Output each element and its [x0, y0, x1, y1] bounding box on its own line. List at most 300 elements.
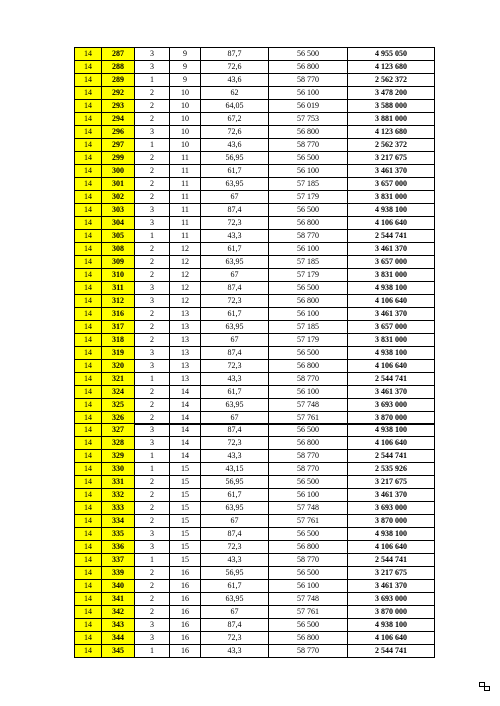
- floor-cell: 13: [170, 321, 201, 334]
- rooms-cell: 3: [135, 347, 170, 360]
- apartment-number-cell: 327: [102, 424, 135, 437]
- block-cell: 14: [75, 619, 102, 632]
- rooms-cell: 2: [135, 489, 170, 502]
- block-cell: 14: [75, 450, 102, 463]
- area-cell: 72,3: [201, 217, 269, 230]
- rooms-cell: 2: [135, 100, 170, 113]
- block-cell: 14: [75, 360, 102, 373]
- price-per-m2-cell: 56 500: [269, 48, 348, 61]
- block-cell: 14: [75, 295, 102, 308]
- area-cell: 67: [201, 191, 269, 204]
- total-price-cell: 2 544 741: [348, 645, 435, 658]
- price-per-m2-cell: 56 500: [269, 152, 348, 165]
- area-cell: 61,7: [201, 243, 269, 256]
- total-price-cell: 3 217 675: [348, 152, 435, 165]
- area-cell: 72,3: [201, 437, 269, 450]
- rooms-cell: 1: [135, 373, 170, 386]
- block-cell: 14: [75, 165, 102, 178]
- total-price-cell: 4 106 640: [348, 295, 435, 308]
- price-per-m2-cell: 57 179: [269, 191, 348, 204]
- price-per-m2-cell: 56 500: [269, 204, 348, 217]
- area-cell: 64,05: [201, 100, 269, 113]
- rooms-cell: 2: [135, 178, 170, 191]
- rooms-cell: 2: [135, 87, 170, 100]
- apartment-number-cell: 317: [102, 321, 135, 334]
- total-price-cell: 3 461 370: [348, 580, 435, 593]
- rooms-cell: 1: [135, 230, 170, 243]
- table-row: [75, 515, 435, 528]
- area-cell: 43,3: [201, 554, 269, 567]
- table-row: [75, 256, 435, 269]
- floor-cell: 10: [170, 126, 201, 139]
- block-cell: 14: [75, 204, 102, 217]
- table-row: [75, 463, 435, 476]
- price-per-m2-cell: 58 770: [269, 554, 348, 567]
- apartment-number-cell: 287: [102, 48, 135, 61]
- floor-cell: 13: [170, 334, 201, 347]
- table-row: [75, 61, 435, 74]
- apartment-number-cell: 320: [102, 360, 135, 373]
- area-cell: 43,3: [201, 373, 269, 386]
- floor-cell: 10: [170, 87, 201, 100]
- rooms-cell: 3: [135, 61, 170, 74]
- floor-cell: 16: [170, 580, 201, 593]
- total-price-cell: 2 562 372: [348, 74, 435, 87]
- area-cell: 67,2: [201, 113, 269, 126]
- floor-cell: 11: [170, 204, 201, 217]
- block-cell: 14: [75, 645, 102, 658]
- apartment-table-2: [74, 423, 435, 658]
- total-price-cell: 3 831 000: [348, 269, 435, 282]
- floor-cell: 11: [170, 178, 201, 191]
- rooms-cell: 3: [135, 541, 170, 554]
- block-cell: 14: [75, 463, 102, 476]
- area-cell: 67: [201, 269, 269, 282]
- table-row: [75, 450, 435, 463]
- total-price-cell: 4 106 640: [348, 437, 435, 450]
- block-cell: 14: [75, 632, 102, 645]
- rooms-cell: 3: [135, 204, 170, 217]
- floor-cell: 16: [170, 632, 201, 645]
- price-per-m2-cell: 58 770: [269, 463, 348, 476]
- table-row: [75, 126, 435, 139]
- total-price-cell: 3 657 000: [348, 321, 435, 334]
- floor-cell: 10: [170, 113, 201, 126]
- total-price-cell: 3 217 675: [348, 476, 435, 489]
- table-row: [75, 619, 435, 632]
- table-row: [75, 580, 435, 593]
- area-cell: 61,7: [201, 165, 269, 178]
- apartment-number-cell: 334: [102, 515, 135, 528]
- block-cell: 14: [75, 113, 102, 126]
- table-row: [75, 437, 435, 450]
- block-cell: 14: [75, 152, 102, 165]
- rooms-cell: 3: [135, 217, 170, 230]
- apartment-number-cell: 308: [102, 243, 135, 256]
- apartment-number-cell: 301: [102, 178, 135, 191]
- table-row: [75, 295, 435, 308]
- apartment-number-cell: 345: [102, 645, 135, 658]
- total-price-cell: 3 461 370: [348, 165, 435, 178]
- price-per-m2-cell: 56 100: [269, 308, 348, 321]
- floor-cell: 14: [170, 437, 201, 450]
- floor-cell: 15: [170, 528, 201, 541]
- apartment-number-cell: 294: [102, 113, 135, 126]
- rooms-cell: 2: [135, 399, 170, 412]
- area-cell: 67: [201, 606, 269, 619]
- total-price-cell: 3 870 000: [348, 412, 435, 425]
- block-cell: 14: [75, 243, 102, 256]
- apartment-number-cell: 321: [102, 373, 135, 386]
- block-cell: 14: [75, 74, 102, 87]
- price-per-m2-cell: 56 800: [269, 360, 348, 373]
- floor-cell: 14: [170, 399, 201, 412]
- total-price-cell: 3 693 000: [348, 593, 435, 606]
- area-cell: 67: [201, 334, 269, 347]
- area-cell: 67: [201, 515, 269, 528]
- block-cell: 14: [75, 606, 102, 619]
- floor-cell: 12: [170, 282, 201, 295]
- price-per-m2-cell: 56 500: [269, 347, 348, 360]
- price-per-m2-cell: 56 500: [269, 282, 348, 295]
- floor-cell: 15: [170, 515, 201, 528]
- table-row: [75, 528, 435, 541]
- price-per-m2-cell: 57 748: [269, 399, 348, 412]
- apartment-number-cell: 343: [102, 619, 135, 632]
- area-cell: 72,6: [201, 126, 269, 139]
- area-cell: 61,7: [201, 386, 269, 399]
- area-cell: 87,4: [201, 424, 269, 437]
- rooms-cell: 2: [135, 502, 170, 515]
- price-per-m2-cell: 57 753: [269, 113, 348, 126]
- rooms-cell: 2: [135, 476, 170, 489]
- total-price-cell: 3 657 000: [348, 178, 435, 191]
- floor-cell: 14: [170, 386, 201, 399]
- total-price-cell: 3 217 675: [348, 567, 435, 580]
- price-per-m2-cell: 56 100: [269, 386, 348, 399]
- table-row: [75, 554, 435, 567]
- price-per-m2-cell: 57 748: [269, 593, 348, 606]
- apartment-number-cell: 300: [102, 165, 135, 178]
- total-price-cell: 4 938 100: [348, 204, 435, 217]
- rooms-cell: 1: [135, 139, 170, 152]
- total-price-cell: 3 693 000: [348, 399, 435, 412]
- block-cell: 14: [75, 437, 102, 450]
- area-cell: 63,95: [201, 178, 269, 191]
- rooms-cell: 3: [135, 437, 170, 450]
- apartment-number-cell: 330: [102, 463, 135, 476]
- floor-cell: 16: [170, 593, 201, 606]
- table-row: [75, 308, 435, 321]
- block-cell: 14: [75, 139, 102, 152]
- total-price-cell: 3 461 370: [348, 489, 435, 502]
- apartment-number-cell: 328: [102, 437, 135, 450]
- price-per-m2-cell: 56 800: [269, 217, 348, 230]
- rooms-cell: 3: [135, 126, 170, 139]
- price-per-m2-cell: 56 100: [269, 489, 348, 502]
- apartment-number-cell: 336: [102, 541, 135, 554]
- price-per-m2-cell: 56 019: [269, 100, 348, 113]
- price-per-m2-cell: 56 800: [269, 126, 348, 139]
- floor-cell: 15: [170, 463, 201, 476]
- rooms-cell: 2: [135, 334, 170, 347]
- price-per-m2-cell: 56 500: [269, 528, 348, 541]
- apartment-number-cell: 339: [102, 567, 135, 580]
- price-per-m2-cell: 56 800: [269, 541, 348, 554]
- floor-cell: 16: [170, 567, 201, 580]
- price-per-m2-cell: 57 748: [269, 502, 348, 515]
- floor-cell: 14: [170, 424, 201, 437]
- table-row: [75, 269, 435, 282]
- floor-cell: 16: [170, 619, 201, 632]
- apartment-number-cell: 329: [102, 450, 135, 463]
- total-price-cell: 2 535 926: [348, 463, 435, 476]
- apartment-number-cell: 310: [102, 269, 135, 282]
- apartment-number-cell: 342: [102, 606, 135, 619]
- rooms-cell: 1: [135, 554, 170, 567]
- floor-cell: 13: [170, 373, 201, 386]
- apartment-number-cell: 293: [102, 100, 135, 113]
- price-per-m2-cell: 57 185: [269, 321, 348, 334]
- total-price-cell: 4 123 680: [348, 61, 435, 74]
- area-cell: 87,4: [201, 204, 269, 217]
- table-row: [75, 502, 435, 515]
- block-cell: 14: [75, 554, 102, 567]
- rooms-cell: 2: [135, 567, 170, 580]
- block-cell: 14: [75, 541, 102, 554]
- price-per-m2-cell: 56 500: [269, 567, 348, 580]
- floor-cell: 10: [170, 139, 201, 152]
- floor-cell: 14: [170, 412, 201, 425]
- block-cell: 14: [75, 528, 102, 541]
- apartment-number-cell: 288: [102, 61, 135, 74]
- block-cell: 14: [75, 48, 102, 61]
- rooms-cell: 3: [135, 48, 170, 61]
- price-per-m2-cell: 57 761: [269, 606, 348, 619]
- total-price-cell: 3 657 000: [348, 256, 435, 269]
- floor-cell: 15: [170, 476, 201, 489]
- floor-cell: 16: [170, 606, 201, 619]
- table-row: [75, 347, 435, 360]
- floor-cell: 9: [170, 48, 201, 61]
- block-cell: 14: [75, 567, 102, 580]
- block-cell: 14: [75, 424, 102, 437]
- area-cell: 43,6: [201, 74, 269, 87]
- block-cell: 14: [75, 61, 102, 74]
- floor-cell: 11: [170, 191, 201, 204]
- table-row: [75, 334, 435, 347]
- block-cell: 14: [75, 100, 102, 113]
- apartment-number-cell: 289: [102, 74, 135, 87]
- table-row: [75, 48, 435, 61]
- floor-cell: 15: [170, 502, 201, 515]
- area-cell: 43,3: [201, 230, 269, 243]
- total-price-cell: 3 831 000: [348, 334, 435, 347]
- area-cell: 43,3: [201, 645, 269, 658]
- table-row: [75, 87, 435, 100]
- rooms-cell: 3: [135, 632, 170, 645]
- total-price-cell: 4 106 640: [348, 360, 435, 373]
- total-price-cell: 4 106 640: [348, 217, 435, 230]
- rooms-cell: 2: [135, 606, 170, 619]
- price-per-m2-cell: 56 500: [269, 476, 348, 489]
- table-row: [75, 593, 435, 606]
- area-cell: 72,3: [201, 541, 269, 554]
- block-cell: 14: [75, 502, 102, 515]
- area-cell: 87,7: [201, 48, 269, 61]
- table-row: [75, 373, 435, 386]
- total-price-cell: 2 544 741: [348, 230, 435, 243]
- table-row: [75, 139, 435, 152]
- total-price-cell: 3 588 000: [348, 100, 435, 113]
- price-per-m2-cell: 57 179: [269, 269, 348, 282]
- apartment-number-cell: 296: [102, 126, 135, 139]
- apartment-number-cell: 316: [102, 308, 135, 321]
- total-price-cell: 4 123 680: [348, 126, 435, 139]
- apartment-number-cell: 297: [102, 139, 135, 152]
- apartment-number-cell: 324: [102, 386, 135, 399]
- floor-cell: 15: [170, 541, 201, 554]
- price-per-m2-cell: 58 770: [269, 450, 348, 463]
- area-cell: 63,95: [201, 502, 269, 515]
- apartment-number-cell: 304: [102, 217, 135, 230]
- total-price-cell: 3 461 370: [348, 243, 435, 256]
- rooms-cell: 2: [135, 191, 170, 204]
- total-price-cell: 3 881 000: [348, 113, 435, 126]
- block-cell: 14: [75, 489, 102, 502]
- area-cell: 87,4: [201, 282, 269, 295]
- price-per-m2-cell: 56 100: [269, 165, 348, 178]
- area-cell: 67: [201, 412, 269, 425]
- block-cell: 14: [75, 191, 102, 204]
- area-cell: 63,95: [201, 321, 269, 334]
- price-per-m2-cell: 56 100: [269, 580, 348, 593]
- block-cell: 14: [75, 412, 102, 425]
- apartment-number-cell: 311: [102, 282, 135, 295]
- rooms-cell: 3: [135, 295, 170, 308]
- block-cell: 14: [75, 269, 102, 282]
- area-cell: 72,6: [201, 61, 269, 74]
- floor-cell: 15: [170, 554, 201, 567]
- block-cell: 14: [75, 87, 102, 100]
- table-row: [75, 152, 435, 165]
- area-cell: 43,3: [201, 450, 269, 463]
- price-per-m2-cell: 56 800: [269, 295, 348, 308]
- table-row: [75, 476, 435, 489]
- block-cell: 14: [75, 230, 102, 243]
- total-price-cell: 4 106 640: [348, 632, 435, 645]
- price-per-m2-cell: 58 770: [269, 645, 348, 658]
- rooms-cell: 2: [135, 412, 170, 425]
- table-row: [75, 243, 435, 256]
- area-cell: 56,95: [201, 476, 269, 489]
- price-per-m2-cell: 58 770: [269, 373, 348, 386]
- area-cell: 87,4: [201, 619, 269, 632]
- price-per-m2-cell: 58 770: [269, 230, 348, 243]
- table-row: [75, 217, 435, 230]
- total-price-cell: 3 461 370: [348, 386, 435, 399]
- block-cell: 14: [75, 308, 102, 321]
- total-price-cell: 4 938 100: [348, 528, 435, 541]
- floor-cell: 12: [170, 269, 201, 282]
- price-per-m2-cell: 57 185: [269, 256, 348, 269]
- block-cell: 14: [75, 217, 102, 230]
- total-price-cell: 2 544 741: [348, 373, 435, 386]
- rooms-cell: 1: [135, 450, 170, 463]
- block-cell: 14: [75, 347, 102, 360]
- area-cell: 61,7: [201, 489, 269, 502]
- rooms-cell: 3: [135, 619, 170, 632]
- area-cell: 63,95: [201, 399, 269, 412]
- table-row: [75, 632, 435, 645]
- floor-cell: 9: [170, 74, 201, 87]
- rooms-cell: 3: [135, 282, 170, 295]
- price-per-m2-cell: 56 500: [269, 424, 348, 437]
- area-cell: 63,95: [201, 256, 269, 269]
- table-row: [75, 113, 435, 126]
- area-cell: 56,95: [201, 152, 269, 165]
- price-per-m2-cell: 57 761: [269, 515, 348, 528]
- floor-cell: 9: [170, 61, 201, 74]
- apartment-number-cell: 335: [102, 528, 135, 541]
- apartment-table-1-body: [75, 48, 435, 425]
- area-cell: 62: [201, 87, 269, 100]
- floor-cell: 10: [170, 100, 201, 113]
- area-cell: 72,3: [201, 295, 269, 308]
- total-price-cell: 3 461 370: [348, 308, 435, 321]
- total-price-cell: 4 106 640: [348, 541, 435, 554]
- table-row: [75, 386, 435, 399]
- area-cell: 61,7: [201, 308, 269, 321]
- total-price-cell: 2 544 741: [348, 554, 435, 567]
- area-cell: 43,6: [201, 139, 269, 152]
- rooms-cell: 3: [135, 424, 170, 437]
- apartment-number-cell: 325: [102, 399, 135, 412]
- total-price-cell: 3 693 000: [348, 502, 435, 515]
- rooms-cell: 3: [135, 528, 170, 541]
- apartment-number-cell: 305: [102, 230, 135, 243]
- floor-cell: 11: [170, 152, 201, 165]
- total-price-cell: 3 870 000: [348, 606, 435, 619]
- table-row: [75, 360, 435, 373]
- block-cell: 14: [75, 282, 102, 295]
- price-per-m2-cell: 58 770: [269, 139, 348, 152]
- floor-cell: 11: [170, 217, 201, 230]
- apartment-number-cell: 302: [102, 191, 135, 204]
- floor-cell: 13: [170, 360, 201, 373]
- table-row: [75, 645, 435, 658]
- apartment-number-cell: 333: [102, 502, 135, 515]
- block-cell: 14: [75, 334, 102, 347]
- apartment-number-cell: 318: [102, 334, 135, 347]
- table-row: [75, 541, 435, 554]
- rooms-cell: 2: [135, 113, 170, 126]
- block-cell: 14: [75, 476, 102, 489]
- table-row: [75, 204, 435, 217]
- price-per-m2-cell: 56 500: [269, 619, 348, 632]
- apartment-number-cell: 292: [102, 87, 135, 100]
- table-row: [75, 606, 435, 619]
- area-cell: 87,4: [201, 347, 269, 360]
- apartment-number-cell: 332: [102, 489, 135, 502]
- apartment-number-cell: 331: [102, 476, 135, 489]
- rooms-cell: 2: [135, 256, 170, 269]
- table-row: [75, 165, 435, 178]
- floor-cell: 12: [170, 256, 201, 269]
- price-per-m2-cell: 56 800: [269, 632, 348, 645]
- area-cell: 87,4: [201, 528, 269, 541]
- rooms-cell: 2: [135, 165, 170, 178]
